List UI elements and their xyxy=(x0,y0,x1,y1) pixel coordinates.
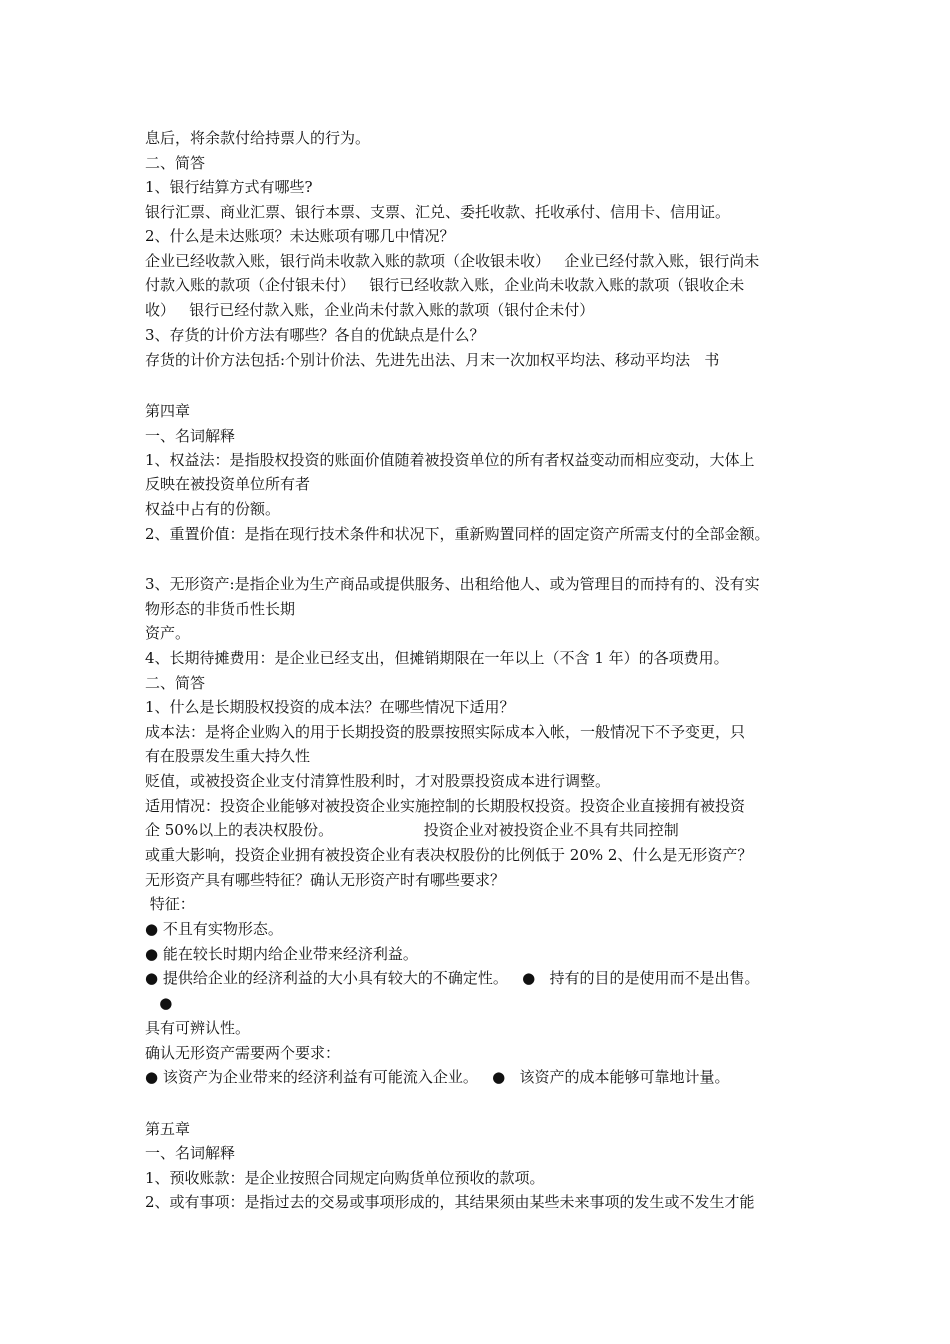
answer: 确认无形资产需要两个要求： xyxy=(145,1044,341,1062)
answer: 企 50%以上的表决权股份。 投资企业对被投资企业不具有共同控制 xyxy=(145,821,679,839)
section-heading: 一、名词解释 xyxy=(145,1144,236,1162)
definition: 1、权益法：是指股权投资的账面价值随着被投资单位的所有者权益变动而相应变动，大体上 xyxy=(145,451,755,469)
bullet-item: 具有可辨认性。 xyxy=(145,1019,251,1037)
definition: 权益中占有的份额。 xyxy=(145,500,281,518)
question: 2、什么是未达账项？未达账项有哪几中情况？ xyxy=(145,227,455,245)
question: 无形资产具有哪些特征？确认无形资产时有哪些要求？ xyxy=(145,871,506,889)
definition: 物形态的非货币性长期 xyxy=(145,600,296,618)
answer: 成本法：是将企业购入的用于长期投资的股票按照实际成本入帐，一般情况下不予变更，只 xyxy=(145,723,746,741)
answer: 收） 银行已经付款入账，企业尚未付款入账的款项（银付企未付） xyxy=(145,301,595,319)
answer: 贬值，或被投资企业支付清算性股利时，才对股票投资成本进行调整。 xyxy=(145,772,611,790)
bullet-item: ● 该资产为企业带来的经济利益有可能流入企业。 ● 该资产的成本能够可靠地计量。 xyxy=(145,1068,730,1086)
definition: 2、或有事项：是指过去的交易或事项形成的，其结果须由某些未来事项的发生或不发生才能 xyxy=(145,1193,755,1211)
definition: 反映在被投资单位所有者 xyxy=(145,475,311,493)
definition: 4、长期待摊费用：是企业已经支出，但摊销期限在一年以上（不含 1 年）的各项费用。 xyxy=(145,649,729,667)
answer: 企业已经收款入账，银行尚未收款入账的款项（企收银未收） 企业已经付款入账，银行尚未 xyxy=(145,252,760,270)
bullet-item: ● 能在较长时期内给企业带来经济利益。 xyxy=(145,945,418,963)
definition: 3、无形资产:是指企业为生产商品或提供服务、出租给他人、或为管理目的而持有的、没有实 xyxy=(145,575,760,593)
section-heading: 一、名词解释 xyxy=(145,427,236,445)
bullet-item: ● xyxy=(145,994,173,1012)
chapter-title: 第四章 xyxy=(145,402,191,420)
question: 3、存货的计价方法有哪些？各自的优缺点是什么？ xyxy=(145,326,485,344)
answer: 银行汇票、商业汇票、银行本票、支票、汇兑、委托收款、托收承付、信用卡、信用证。 xyxy=(145,203,731,221)
section-heading: 二、简答 xyxy=(145,674,206,692)
answer: 适用情况：投资企业能够对被投资企业实施控制的长期股权投资。投资企业直接拥有被投资 xyxy=(145,797,746,815)
answer: 或重大影响，投资企业拥有被投资企业有表决权股份的比例低于 20% 2、什么是无形资产？ xyxy=(145,846,753,864)
definition: 2、重置价值：是指在现行技术条件和状况下，重新购置同样的固定资产所需支付的全部金额。 xyxy=(145,525,770,543)
chapter-title: 第五章 xyxy=(145,1120,191,1138)
text-line: 息后，将余款付给持票人的行为。 xyxy=(145,129,371,147)
bullet-item: ● 提供给企业的经济利益的大小具有较大的不确定性。 ● 持有的目的是使用而不是出售。 xyxy=(145,969,760,987)
answer: 有在股票发生重大持久性 xyxy=(145,747,311,765)
definition: 资产。 xyxy=(145,624,191,642)
question: 1、银行结算方式有哪些? xyxy=(145,178,313,196)
answer: 付款入账的款项（企付银未付） 银行已经收款入账，企业尚未收款入账的款项（银收企未 xyxy=(145,276,745,294)
section-heading: 二、简答 xyxy=(145,154,206,172)
bullet-item: ● 不且有实物形态。 xyxy=(145,920,283,938)
answer: 存货的计价方法包括:个别计价法、先进先出法、月末一次加权平均法、移动平均法 书 xyxy=(145,351,720,369)
answer: 特征： xyxy=(145,895,195,913)
definition: 1、预收账款：是企业按照合同规定向购货单位预收的款项。 xyxy=(145,1169,545,1187)
question: 1、什么是长期股权投资的成本法？在哪些情况下适用？ xyxy=(145,698,515,716)
